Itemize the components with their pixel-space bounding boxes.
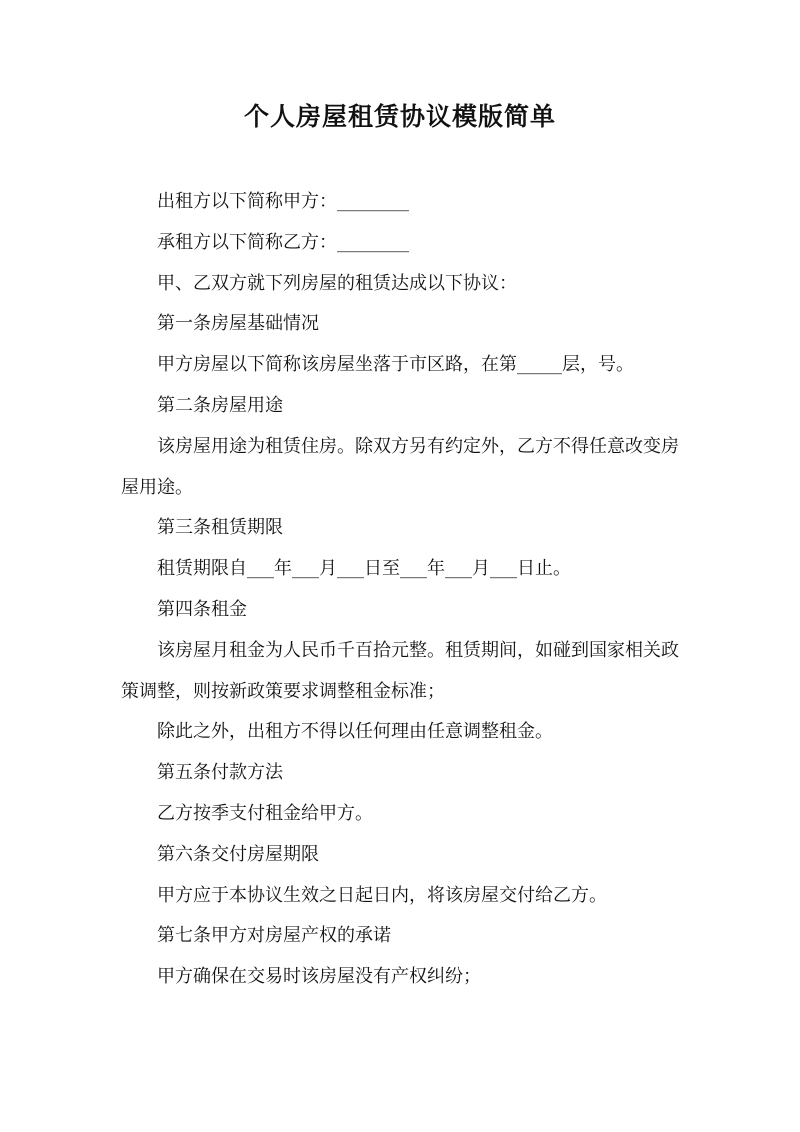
document-body: [121, 182, 693, 998]
article-6-heading: 第六条交付房屋期限: [157, 843, 319, 865]
article-4-text-2: 除此之外，出租方不得以任何理由任意调整租金。: [157, 721, 553, 743]
article-2-heading: 第二条房屋用途: [157, 394, 283, 416]
article-5-text: 乙方按季支付租金给甲方。: [157, 802, 373, 824]
article-1-text: 甲方房屋以下简称该房屋坐落于市区路，在第_____层，号。: [157, 354, 634, 376]
article-4-heading: 第四条租金: [157, 598, 247, 620]
paragraph-agreement-intro: 甲、乙双方就下列房屋的租赁达成以下协议：: [157, 272, 517, 294]
article-1-heading: 第一条房屋基础情况: [157, 313, 319, 335]
article-3-heading: 第三条租赁期限: [157, 517, 283, 539]
paragraph-lessee: 承租方以下简称乙方：________: [157, 231, 409, 253]
article-3-text: 租赁期限自___年___月___日至___年___月___日止。: [157, 558, 571, 580]
article-7-heading: 第七条甲方对房屋产权的承诺: [157, 925, 391, 947]
article-6-text: 甲方应于本协议生效之日起日内，将该房屋交付给乙方。: [157, 884, 607, 906]
article-7-text: 甲方确保在交易时该房屋没有产权纠纷；: [157, 966, 481, 988]
article-2-text: 该房屋用途为租赁住房。除双方另有约定外，乙方不得任意改变房屋用途。: [121, 435, 679, 498]
document-title: 个人房屋租赁协议模版简单: [243, 102, 556, 131]
article-5-heading: 第五条付款方法: [157, 762, 283, 784]
paragraph-lessor: 出租方以下简称甲方：________: [157, 191, 409, 212]
article-4-text: 该房屋月租金为人民币千百拾元整。租赁期间，如碰到国家相关政策调整，则按新政策要求调整租金标准；: [121, 639, 679, 702]
